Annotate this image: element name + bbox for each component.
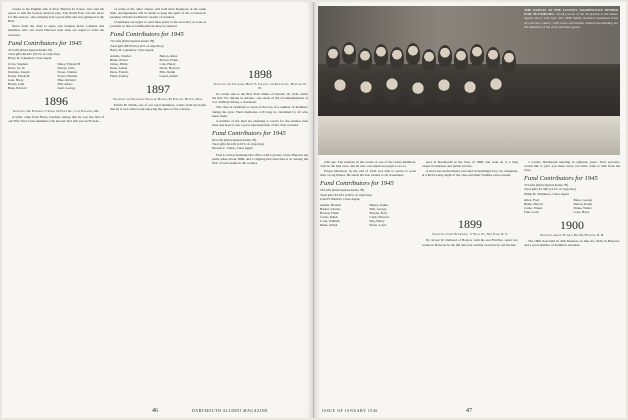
fund-meta [524,183,620,196]
contributor-name: Davis, W. W. [8,66,26,71]
right-column-1 [320,160,416,406]
photo-person [384,75,400,101]
fund-contributors-heading: Fund Contributors for 1945 [8,39,82,47]
paragraph: Classmates are urged to send their plans to the secretary as soon as possible so that accommodations may be assured. [110,20,206,29]
fund-meta [320,188,416,201]
fund-contributors-heading: Fund Contributors for 1945 [110,31,184,39]
class-year-heading: 1900 [560,217,584,232]
contributor-name: Burton, Ralph [573,201,593,206]
contributor-name: Hale, Richard [57,78,76,83]
paragraph: The class is saddened to learn of the loss of a number of members during the year. Their memories will long be cherished by all who knew them. [212,105,308,118]
contributor-name: Cutter, Ernest [524,205,543,210]
paragraph: sonnel to the English side of Prof. Herbert D. Foster, who sent his report to this the Society musical play. The North Pole was the show for this season... the company had a good time and was gathered at the Hall. [8,7,104,24]
contributor-name: Bailey, Arthur [369,202,389,207]
contributor-name: Bell, George [369,206,387,211]
left-page [2,2,314,418]
contributor-name: Harris, John [8,82,25,87]
contributor-list [320,203,416,227]
fund-meta [8,48,104,61]
photo-person [454,48,468,70]
photo-person [436,76,452,102]
contributor-name: Bowen, Frank [320,210,339,215]
paragraph: Ernest Murdock, by the end of 1945 was able to return to work after a long illness. He sends his best wishes to all classmates. [320,169,416,178]
class-secretary: Secretary, Archie B. Gile, Box 84, Hanover, N. H. [539,232,605,237]
contributor-name: Hunt, Edward [8,86,27,91]
contributor-name: Dewey, John [57,66,75,71]
right-page [314,2,626,418]
photo-person [438,45,452,67]
contributor-name: Drake, Walter [573,205,592,210]
class-secretary: Secretary, Joseph B. Gilbert, 17 Wall St., New York, N. Y. [432,232,508,237]
paragraph: News from the class is spare, but reunion plans continue and members who can reach Hanover next June are urged to write the secretary. [8,24,104,37]
fund-meta [212,138,308,151]
contributor-name: Daley, Edward B. [57,62,81,67]
fund-total: Total gifts $2,109 (125% of objective) [212,142,264,147]
paragraph: Edwin H. Smith, one of our loyal members, writes from his home that he is now retired and enjoying the quiet of the country... [110,103,206,112]
contributor-name: Foster, Herbert [57,74,78,79]
paragraph: a worthy Dartmouth meeting in eighteen years. Your secretary would like to give you more news, but little came to him from the class. [524,160,620,173]
fund-gifts: 64 Gifts (Participation Index 78) [212,137,257,142]
paragraph: A letter came from Harry Gardner stating that he was the first of our Fifty Year Class members who has her first full year in Florida... [8,115,104,124]
photo-person [422,49,436,71]
contributor-name: Goss, Harry [573,209,590,214]
fund-class-agent: Philip H. Whitmore, Class Agent [524,191,569,196]
class-secretary: Secretary and Treasurer, Willis A. Holden, 92 Park St., Boston, Mass. [113,97,203,102]
fund-total: Total gifts $6,041 (101% of objective) [8,51,60,56]
paragraph: In a letter sent to the New York Times of October 19, 1945, under the title 'No Smoke in Atlanta,' one reads of the accomplishments of Col. William Sibley, a classmate. [212,92,308,105]
contributor-name: Clark, Edward [369,214,389,219]
fund-total: Total gifts $3,015 (146% of objective) [320,192,372,197]
contributor-name: Blake, Ernest [110,58,128,63]
photo-person [462,78,478,104]
contributor-name: Dunn, Arthur [320,222,338,227]
class-year-heading: 1896 [44,94,68,109]
contributor-name: Gale, Harry [8,78,24,83]
magazine-footer: ISSUE OF JANUARY 1946 [322,409,378,413]
contributor-name: Cole, Henry [159,62,176,67]
fund-class-agent: Harry D. Lakeman, Class Agent [8,56,52,61]
fund-contributors-heading: Fund Contributors for 1945 [320,180,394,188]
photo-person [358,78,374,104]
fund-meta [110,39,206,52]
fund-total: Total gifts $1,360 (121% of objective) [524,187,576,192]
contributor-name: Cross, Stephen [8,62,28,67]
photo-person [342,42,356,64]
contributor-name: Cook, William [320,218,340,223]
right-column-2 [422,160,518,406]
contributor-name: Blake, Harold [524,201,543,206]
class-year-heading: 1897 [146,82,170,97]
fund-gifts: 72 Gifts (Participation Index 78) [110,39,155,44]
photo-caption-title: THE GUESTS AT THE LYNCH'S WASHINGTON DINNER FOR '98 FAMILIES. [524,8,618,17]
contributor-name: Adams, Herbert [320,202,342,207]
right-column-3 [524,160,620,406]
magazine-footer: DARTMOUTH ALUMNI MAGAZINE [192,409,269,413]
photo-person [358,48,372,70]
contributor-name: Chase, Philip [110,62,128,67]
photo-person [486,47,500,69]
paragraph: of some of the other classes will hold their Reunions at the same time. Arrangements will be made to keep the spirit of the occasion in keeping with the traditional custom of reunions. [110,7,206,20]
contributor-name: Ellis, Ralph [159,70,176,75]
photo-person [406,43,420,65]
photo-caption [524,8,618,29]
fund-contributors-heading: Fund Contributors for 1945 [212,129,286,137]
fund-gifts: 35 Gifts (Participation Index 78) [524,183,569,188]
fund-class-agent: Morton C. Tuttle, Class Agent [212,146,253,151]
contributor-name: Hill, Albert [57,82,73,87]
photo-dinner-table [318,116,620,155]
contributor-name: Brown, Frank [159,58,178,63]
contributor-name: Fisk, Louis [524,209,539,214]
paragraph: A number of the men are planning to return for the reunion next June and hope to see a good representation of the class on hand. [212,118,308,127]
contributor-name: Barton, Allen [159,54,178,59]
photo-person [502,50,516,72]
contributor-name: Field, Stanley [110,74,129,79]
contributor-name: Gould, Arthur [159,74,178,79]
contributor-name: Barker, Charles [320,206,341,211]
photo-person [410,79,426,105]
contributor-name: Bates, George [573,197,593,202]
contributor-name: Davis, Howard [159,66,180,71]
paragraph: Fred Lord has furnished the office with a picture of the Hanover ski team, taken about 1898, and a clipping that describes it as 'among the first' of such teams in the country. [212,152,308,165]
paragraph: ence at Dartmouth in the class of 1898, and went on to a long career in business and public service. [422,160,518,169]
magazine-spread [2,2,626,418]
contributor-name: Carter, Ralph [320,214,338,219]
photo-person [326,46,340,68]
paragraph: A most successful dinner was held in Washington by our classmate, at which twenty-eight of the class and their families were present. [422,169,518,178]
paragraph: Dr. Royal W. Osmond of Boston, with his son Fletcher, spent two weeks in Hanover in the fall and was warmly received by old friends. [422,238,518,247]
photo-person [488,75,504,101]
contributor-name: Eaton, Louis [369,222,387,227]
class-secretary: Secretary and Treasurer, Henry E. Crowley, 12 Richard St., Hanover, N. H. [213,82,307,91]
contributor-name: Dorman, Joseph [8,70,30,75]
contributor-name: Kent, George [57,86,76,91]
contributor-name: Day, Henry [369,218,385,223]
contributor-name: Eaton, Charles [57,70,77,75]
contributor-name: Dana, Luther [110,66,128,71]
contributor-name: Adams, Charles [110,54,132,59]
photo-person [470,44,484,66]
left-column-3 [212,7,308,166]
contributor-list [110,54,206,78]
class-secretary: Secretary, Dr. Frederick J. Spurr, 22 Essex Rd., Cape Elizabeth, Me. [12,109,100,114]
photo-person [332,76,348,102]
fund-contributors-heading: Fund Contributors for 1945 [524,175,598,183]
paragraph: with age. The reunion, in the words of one of the oldest members, 'will be the best ever,' and all who can attend are urged to do so. [320,160,416,169]
photo-person [374,44,388,66]
contributor-name: Drew, Francis [110,70,129,75]
page-number: 46 [152,408,158,414]
page-number: 47 [466,408,472,414]
contributor-list [524,198,620,214]
left-column-1 [8,7,104,125]
fund-total: Total gifts $876.50 (112% of objective) [110,43,164,48]
contributor-name: Brooks, Fred [369,210,387,215]
class-year-heading: 1899 [458,217,482,232]
fund-gifts: 56 Gifts (Participation Index 78) [320,188,365,193]
class-year-heading: 1898 [248,67,272,81]
contributor-list [8,62,104,90]
contributor-name: Evans, Edwin B. [8,74,31,79]
fund-gifts: 45 Gifts (Participation Index 70) [8,47,53,52]
left-column-2 [110,7,206,112]
contributor-name: Allen, Fred [524,197,540,202]
fund-class-agent: Harry D. Lakeman, Class Agent [110,47,154,52]
fund-class-agent: John H. Bartlett, Class Agent [320,196,360,201]
paragraph: The 1900 class held its 45th Reunion on June 22, 1945, in Hanover, and a good number of members attended. [524,238,620,248]
photo-person [390,47,404,69]
photo-caption-text: Twenty-seven of the 28 present at the dinner appear above with host. The 1898 family included classmates from all over the country, with wives and friends. Seated and standing are the members of the class and their guests. [524,12,618,29]
